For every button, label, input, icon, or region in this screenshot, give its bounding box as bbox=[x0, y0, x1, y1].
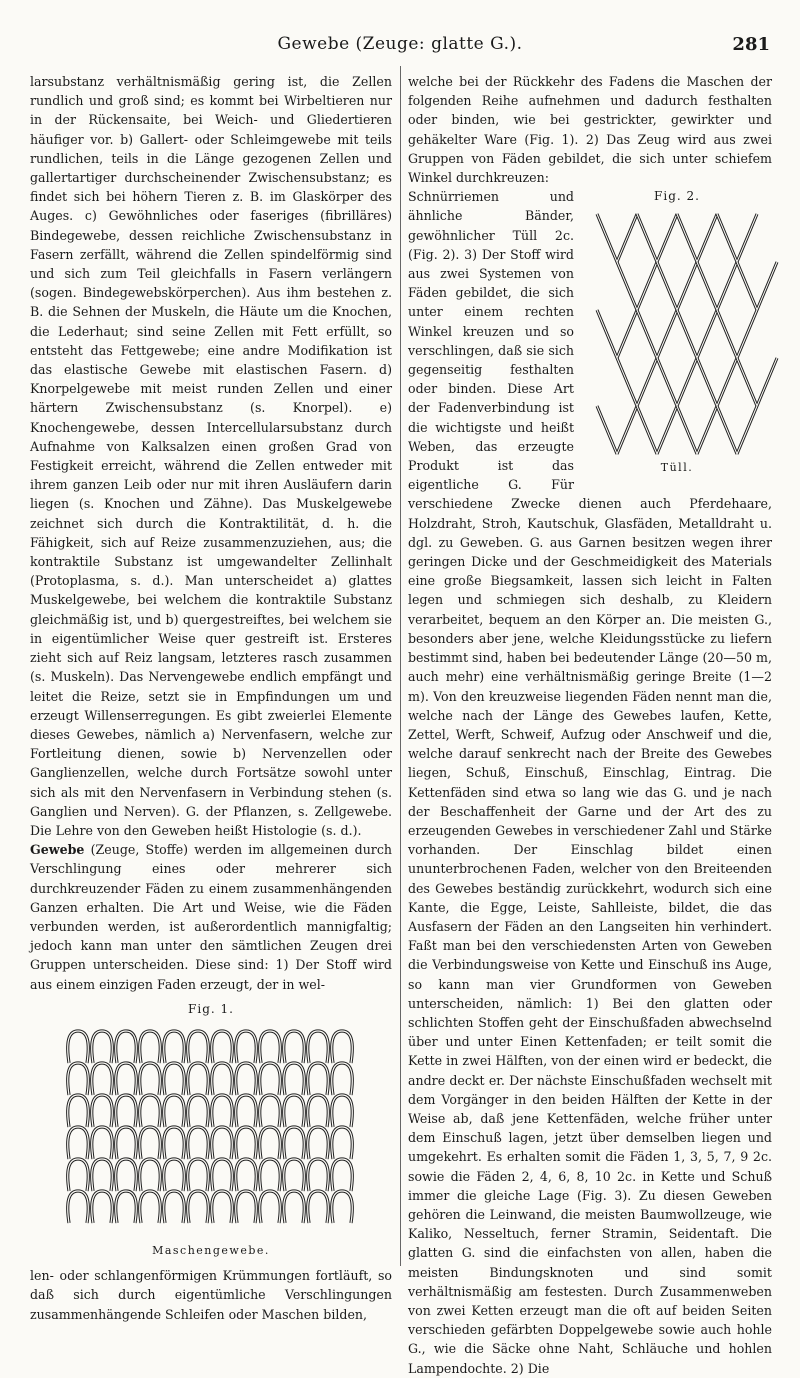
knit-loop bbox=[260, 1159, 281, 1191]
tulle-thread bbox=[697, 358, 737, 406]
tulle-thread bbox=[717, 310, 757, 358]
knit-loop bbox=[212, 1095, 233, 1127]
knit-loop bbox=[68, 1095, 89, 1127]
knit-loop bbox=[116, 1191, 137, 1223]
tulle-thread bbox=[717, 214, 757, 262]
knit-loop bbox=[68, 1191, 89, 1223]
knit-loop bbox=[332, 1063, 353, 1095]
figure-2 bbox=[582, 187, 772, 477]
knit-loop bbox=[236, 1191, 257, 1223]
knit-loop bbox=[188, 1159, 209, 1191]
paragraph-tissue-types: larsubstanz verhältnismäßig gering ist, die Zellen rundlich und groß sind; es kommt bei Wirbeltieren nur in der Rückensaite, bei Weich- und Gliedertieren häufiger vor. b) Gallert- oder Schleimgewebe mit teils rundlichen, teils in die Länge gezogenen Zellen und gallertartiger durchscheinender Zwischensubstanz; es findet sich bei höhern Tieren z. B. im Glaskörper des Auges. c) Gewöhnliches oder faseriges (fibrilläres) Bindegewebe, dessen reichliche Zwischensubstanz in Fasern zerfällt, während die Zellen spindelförmig sind und sich zum Teil gleichfalls in Fasern verlängern (sogen. Bindegewebskörperchen). Aus ihm bestehen z. B. die Sehnen der Muskeln, die Häute um die Knochen, die Lederhaut; sind seine Zellen mit Fett erfüllt, so entsteht das Fettgewebe; eine andre Modifikation ist das elastische Gewebe mit elastischen Fasern. d) Knorpelgewebe mit meist runden Zellen und einer härtern Zwischensubstanz (s. Knorpel). e) Knochengewebe, dessen Intercellularsubstanz durch Aufnahme von Kalksalzen einen großen Grad von Festigkeit erreicht, während die Zellen entweder mit ihrem ganzen Leib oder nur mit ihren Ausläufern darin liegen (s. Knochen und Zähne). Das Muskelgewebe zeichnet sich durch die Kontraktilität, d. h. die Fähigkeit, sich auf Reize zusammenzuziehen, aus; die kontraktile Substanz ist umgewandelter Zellinhalt (Protoplasma, s. d.). Man unterscheidet a) glattes Muskelgewebe, bei welchem die kontraktile Substanz gleichmäßig ist, und b) quergestreiftes, bei welchem sie in eigentümlicher Weise quer gestreift ist. Ersteres zieht sich auf Reiz langsam, letzteres rasch zusammen (s. Muskeln). Das Nervengewebe endlich empfängt und leitet die Reize, setzt sie in Empfindungen um und erzeugt Willenserregungen. Es gibt zweierlei Elemente dieses Gewebes, nämlich a) Nervenfasern, welche zur Fortleitung dienen, sowie b) Nervenzellen oder Ganglienzellen, welche durch Fortsätze sowohl unter sich als mit den Nervenfasern in Verbindung stehen (s. Ganglien und Nerven). G. der Pflanzen, s. Zellgewebe. Die Lehre von den Geweben heißt Histologie (s. d.). bbox=[30, 74, 392, 838]
entry-keyword: Gewebe bbox=[30, 842, 85, 858]
tulle-thread-highlight bbox=[737, 358, 777, 406]
tulle-thread bbox=[617, 262, 657, 310]
tulle-thread bbox=[597, 214, 637, 262]
knit-loop bbox=[92, 1095, 113, 1127]
tulle-thread-highlight bbox=[657, 358, 697, 406]
tulle-thread-highlight bbox=[717, 214, 757, 262]
tulle-thread bbox=[737, 358, 777, 406]
figure-1-title: Fig. 1. bbox=[188, 1001, 234, 1016]
knit-loop bbox=[236, 1127, 257, 1159]
tulle-thread bbox=[637, 406, 677, 454]
left-column bbox=[30, 72, 392, 1322]
knit-loop bbox=[188, 1031, 209, 1063]
tulle-mesh-illustration bbox=[587, 206, 767, 456]
knit-loop bbox=[284, 1063, 305, 1095]
knit-loop bbox=[284, 1159, 305, 1191]
tulle-thread bbox=[617, 358, 657, 406]
knit-loop bbox=[284, 1127, 305, 1159]
knit-loop bbox=[308, 1127, 329, 1159]
tulle-thread-highlight bbox=[697, 262, 737, 310]
knit-loop bbox=[68, 1159, 89, 1191]
page-header bbox=[30, 34, 770, 58]
knit-loop bbox=[116, 1127, 137, 1159]
knit-loop bbox=[68, 1127, 89, 1159]
knit-loop bbox=[140, 1159, 161, 1191]
paragraph-weaving: Schnürriemen und ähnliche Bänder, gewöhnlicher Tüll 2c. (Fig. 2). 3) Der Stoff wird aus zwei Systemen von Fäden gebildet, die sich unter einem rechten Winkel kreuzen und so verschlingen, daß sie sich gegenseitig festhalten oder binden. Diese Art der Fadenverbindung ist die wichtigste und heißt Weben, das erzeugte Produkt ist das eigentliche G. Für verschiedene Zwecke dienen auch Pferdehaare, Holzdraht, Stroh, Kautschuk, Glasfäden, Metalldraht u. dgl. zu Geweben. G. aus Garnen besitzen wegen ihrer geringen Dicke und der Geschmeidigkeit des Materials eine große Biegsamkeit, lassen sich leicht in Falten legen und schmiegen sich deshalb, zu Kleidern verarbeitet, bequem an den Körper an. Die meisten G., besonders aber jene, welche Kleidungsstücke zu liefern bestimmt sind, haben bei bedeutender Länge (20—50 m, auch mehr) eine verhältnismäßig geringe Breite (1—2 m). Von den kreuzweise liegenden Fäden nennt man die, welche nach der Länge des Gewebes laufen, Kette, Zettel, Werft, Schweif, Aufzug oder Anschweif und die, welche darauf senkrecht nach der Breite des Gewebes liegen, Schuß, Einschuß, Einschlag, Eintrag. Die Kettenfäden sind etwa so lang wie das G. und je nach der Beschaffenheit der Garne und der Art des zu erzeugenden Gewebes in verschiedener Zahl und Stärke vorhanden. Der Einschlag bildet einen ununterbrochenen Faden, welcher von den Breiteenden des Gewebes beständig zurückkehrt, wodurch sich eine Kante, die Egge, Leiste, Sahlleiste, bildet, die das Ausfasern der Fäden an den Langseiten hin verhindert. Faßt man bei den verschiedensten Arten von Geweben die Verbindungsweise von Kette und Einschuß ins Auge, so kann man vier Grundformen von Geweben unterscheiden, nämlich: 1) Bei den glatten oder schlichten Stoffen geht der Einschußfaden abwechselnd über und unter Einen Kettenfaden; er teilt somit die Kette in zwei Hälften, von der einen wird er bedeckt, die andre deckt er. Der nächste Einschußfaden wechselt mit dem Vorgänger in den beiden Hälften der Kette in der Weise ab, daß jene Kettenfäden, welche früher unter dem Einschuß lagen, jetzt über demselben liegen und umgekehrt. Es erhalten somit die Fäden 1, 3, 5, 7, 9 2c. sowie die Fäden 2, 4, 6, 8, 10 2c. in Kette und Schuß immer die gleiche Lage (Fig. 3). Zu diesen Geweben gehören die Leinwand, die meisten Baumwollzeuge, wie Kaliko, Nesseltuch, ferner Stramin, Seidentaft. Die glatten G. sind die einfachsten von allen, haben die meisten Bindungsknoten und sind somit verhältnismäßig am festesten. Durch Zusammenweben von zwei Ketten erzeugt man die oft auf beiden Seiten verschieden gefärbten Doppelgewebe sowie auch hohle G., wie die Säcke ohne Naht, Schläuche und hohlen Lampendochte. 2) Die bbox=[408, 189, 772, 1376]
knit-loop bbox=[116, 1031, 137, 1063]
knit-loop bbox=[212, 1191, 233, 1223]
knit-loop bbox=[188, 1127, 209, 1159]
knit-loop bbox=[92, 1031, 113, 1063]
tulle-thread bbox=[657, 262, 697, 310]
knit-loop bbox=[164, 1159, 185, 1191]
tulle-thread-highlight bbox=[697, 358, 737, 406]
knit-loop bbox=[260, 1127, 281, 1159]
tulle-thread bbox=[677, 406, 717, 454]
tulle-thread bbox=[677, 214, 717, 262]
running-head: Gewebe (Zeuge: glatte G.). bbox=[277, 34, 523, 54]
tulle-thread-highlight bbox=[597, 214, 637, 262]
paragraph-continuation: len- oder schlangenförmigen Krümmungen fortläuft, so daß sich durch eigentümliche Verschlingungen zusammenhängende Schleifen oder Maschen bilden, bbox=[30, 1268, 392, 1322]
knit-loop bbox=[140, 1191, 161, 1223]
paragraph-gewebe-intro bbox=[30, 840, 392, 994]
right-column bbox=[408, 72, 772, 1376]
knit-loop bbox=[308, 1031, 329, 1063]
knit-loop bbox=[188, 1191, 209, 1223]
knit-loop bbox=[68, 1031, 89, 1063]
tulle-thread-highlight bbox=[617, 262, 657, 310]
tulle-thread-highlight bbox=[677, 310, 717, 358]
knit-loop bbox=[332, 1127, 353, 1159]
tulle-thread-highlight bbox=[597, 406, 637, 454]
knit-loop bbox=[236, 1063, 257, 1095]
knit-loop bbox=[116, 1159, 137, 1191]
tulle-thread-highlight bbox=[657, 262, 697, 310]
tulle-thread-highlight bbox=[637, 310, 677, 358]
knit-loop bbox=[332, 1191, 353, 1223]
knit-loop bbox=[236, 1159, 257, 1191]
knit-loop bbox=[188, 1063, 209, 1095]
knit-loop bbox=[212, 1127, 233, 1159]
knit-loop bbox=[332, 1095, 353, 1127]
knit-loop bbox=[260, 1191, 281, 1223]
tulle-thread bbox=[637, 310, 677, 358]
tulle-thread-highlight bbox=[717, 406, 757, 454]
knit-loop bbox=[284, 1095, 305, 1127]
tulle-thread-highlight bbox=[677, 214, 717, 262]
knit-loop bbox=[164, 1063, 185, 1095]
knit-loop bbox=[212, 1159, 233, 1191]
knit-loop bbox=[308, 1095, 329, 1127]
tulle-thread bbox=[717, 406, 757, 454]
knit-loop bbox=[188, 1095, 209, 1127]
knit-loop bbox=[68, 1063, 89, 1095]
knit-loop bbox=[236, 1031, 257, 1063]
knit-loop bbox=[260, 1063, 281, 1095]
tulle-thread-highlight bbox=[597, 310, 637, 358]
knit-loop bbox=[236, 1095, 257, 1127]
knitted-mesh-illustration bbox=[56, 1019, 366, 1239]
knit-loop bbox=[140, 1095, 161, 1127]
entry-text: (Zeuge, Stoffe) werden im allgemeinen durch Verschlingung eines oder mehrerer sich durchkreuzender Fäden zu einem zusammenhängenden Ganzen erhalten. Die Art und Weise, wie die Fäden verbunden werden, ist außerordentlich mannigfaltig; jedoch kann man unter den sämtlichen Zeugen drei Gruppen unterscheiden. Diese sind: 1) Der Stoff wird aus einem einzigen Faden erzeugt, der in wel- bbox=[30, 842, 392, 992]
tulle-thread-highlight bbox=[637, 406, 677, 454]
figure-2-caption: Tüll. bbox=[660, 461, 694, 475]
paragraph-thread-groups: welche bei der Rückkehr des Fadens die Maschen der folgenden Reihe aufnehmen und dadurch festhalten oder binden, wie bei gestrickter, gewirkter und gehäkelter Ware (Fig. 1). 2) Das Zeug wird aus zwei Gruppen von Fäden gebildet, die sich unter schiefem Winkel durchkreuzen: bbox=[408, 74, 772, 186]
figure-2-title: Fig. 2. bbox=[654, 189, 700, 204]
knit-loop bbox=[116, 1095, 137, 1127]
tulle-thread-highlight bbox=[717, 310, 757, 358]
knit-loop bbox=[308, 1063, 329, 1095]
tulle-thread bbox=[637, 214, 677, 262]
knit-loop bbox=[284, 1031, 305, 1063]
knit-loop bbox=[92, 1159, 113, 1191]
knit-loop bbox=[140, 1127, 161, 1159]
knit-loop bbox=[332, 1031, 353, 1063]
tulle-thread bbox=[597, 310, 637, 358]
knit-loop bbox=[164, 1031, 185, 1063]
tulle-thread bbox=[697, 262, 737, 310]
tulle-thread-highlight bbox=[637, 214, 677, 262]
knit-loop bbox=[260, 1031, 281, 1063]
knit-loop bbox=[164, 1095, 185, 1127]
knit-loop bbox=[164, 1191, 185, 1223]
page-number: 281 bbox=[732, 34, 770, 55]
tulle-thread bbox=[677, 310, 717, 358]
tulle-thread-highlight bbox=[737, 262, 777, 310]
knit-loop bbox=[140, 1063, 161, 1095]
knit-loop bbox=[212, 1063, 233, 1095]
figure-1 bbox=[30, 1000, 392, 1260]
knit-loop bbox=[260, 1095, 281, 1127]
knit-loop bbox=[212, 1031, 233, 1063]
figure-1-caption: Maschengewebe. bbox=[152, 1243, 270, 1257]
knit-loop bbox=[164, 1127, 185, 1159]
knit-loop bbox=[308, 1159, 329, 1191]
column-divider bbox=[400, 66, 401, 1266]
knit-loop bbox=[116, 1063, 137, 1095]
knit-loop bbox=[284, 1191, 305, 1223]
knit-loop bbox=[92, 1191, 113, 1223]
knit-loop bbox=[332, 1159, 353, 1191]
knit-loop bbox=[308, 1191, 329, 1223]
tulle-thread bbox=[597, 406, 637, 454]
tulle-thread-highlight bbox=[617, 358, 657, 406]
tulle-thread bbox=[737, 262, 777, 310]
knit-loop bbox=[92, 1127, 113, 1159]
tulle-thread-highlight bbox=[677, 406, 717, 454]
tulle-thread bbox=[657, 358, 697, 406]
knit-loop bbox=[140, 1031, 161, 1063]
knit-loop bbox=[92, 1063, 113, 1095]
